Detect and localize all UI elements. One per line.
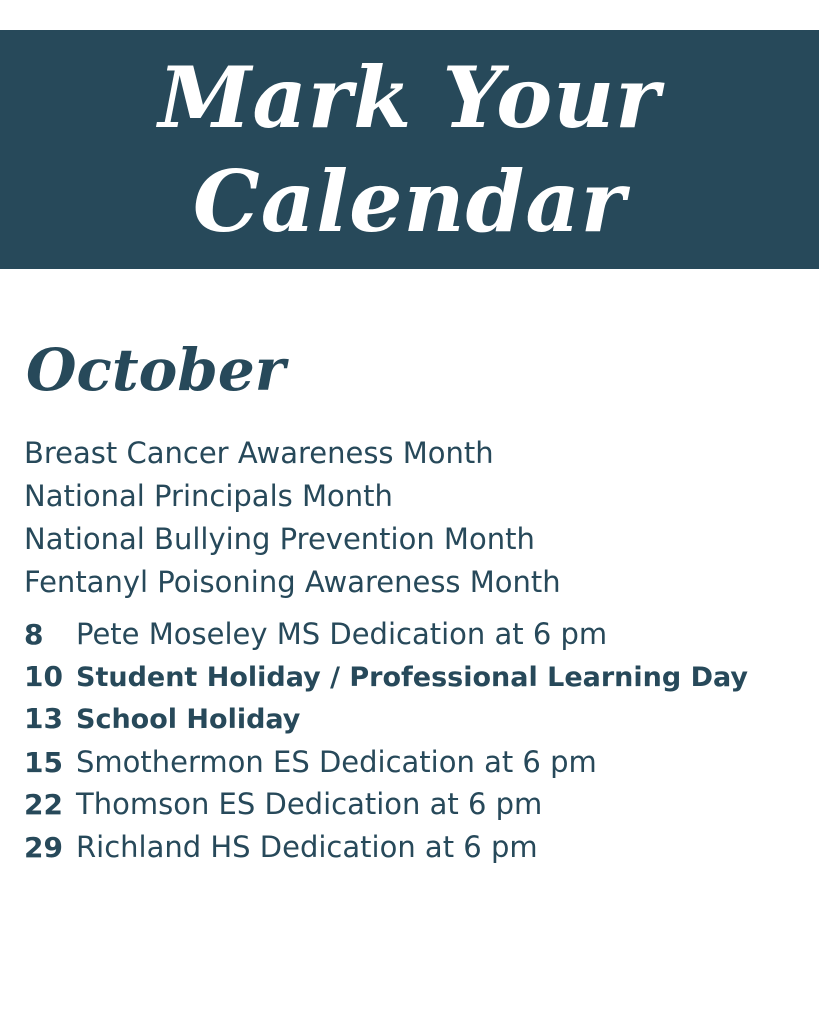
observances-list	[24, 432, 561, 604]
event-day: 15	[24, 745, 63, 779]
events-list	[24, 617, 748, 872]
observance-item: National Principals Month	[24, 479, 393, 513]
event-day: 8	[24, 618, 44, 651]
event-row	[24, 702, 748, 745]
event-row	[24, 787, 748, 830]
event-day: 13	[24, 702, 63, 735]
event-text: Pete Moseley MS Dedication at 6 pm	[76, 617, 608, 651]
event-row	[24, 660, 748, 703]
header-banner	[0, 30, 819, 269]
event-text: Student Holiday / Professional Learning Day	[76, 661, 749, 693]
banner-title-line-1: Mark Your	[158, 47, 661, 147]
event-day: 10	[24, 659, 63, 693]
event-text: School Holiday	[76, 704, 301, 735]
event-text: Richland HS Dedication at 6 pm	[76, 829, 538, 864]
observance-item: Fentanyl Poisoning Awareness Month	[24, 565, 561, 599]
event-day: 29	[24, 830, 63, 864]
event-row	[24, 745, 748, 788]
observance-item: National Bullying Prevention Month	[24, 522, 535, 556]
event-text: Smothermon ES Dedication at 6 pm	[76, 744, 597, 779]
month-heading: October	[26, 336, 286, 404]
banner-title-line-2: Calendar	[192, 151, 627, 251]
event-day: 22	[24, 788, 63, 821]
event-text: Thomson ES Dedication at 6 pm	[76, 787, 543, 821]
event-row	[24, 830, 748, 873]
event-row	[24, 617, 748, 660]
observance-item: Breast Cancer Awareness Month	[24, 436, 494, 470]
